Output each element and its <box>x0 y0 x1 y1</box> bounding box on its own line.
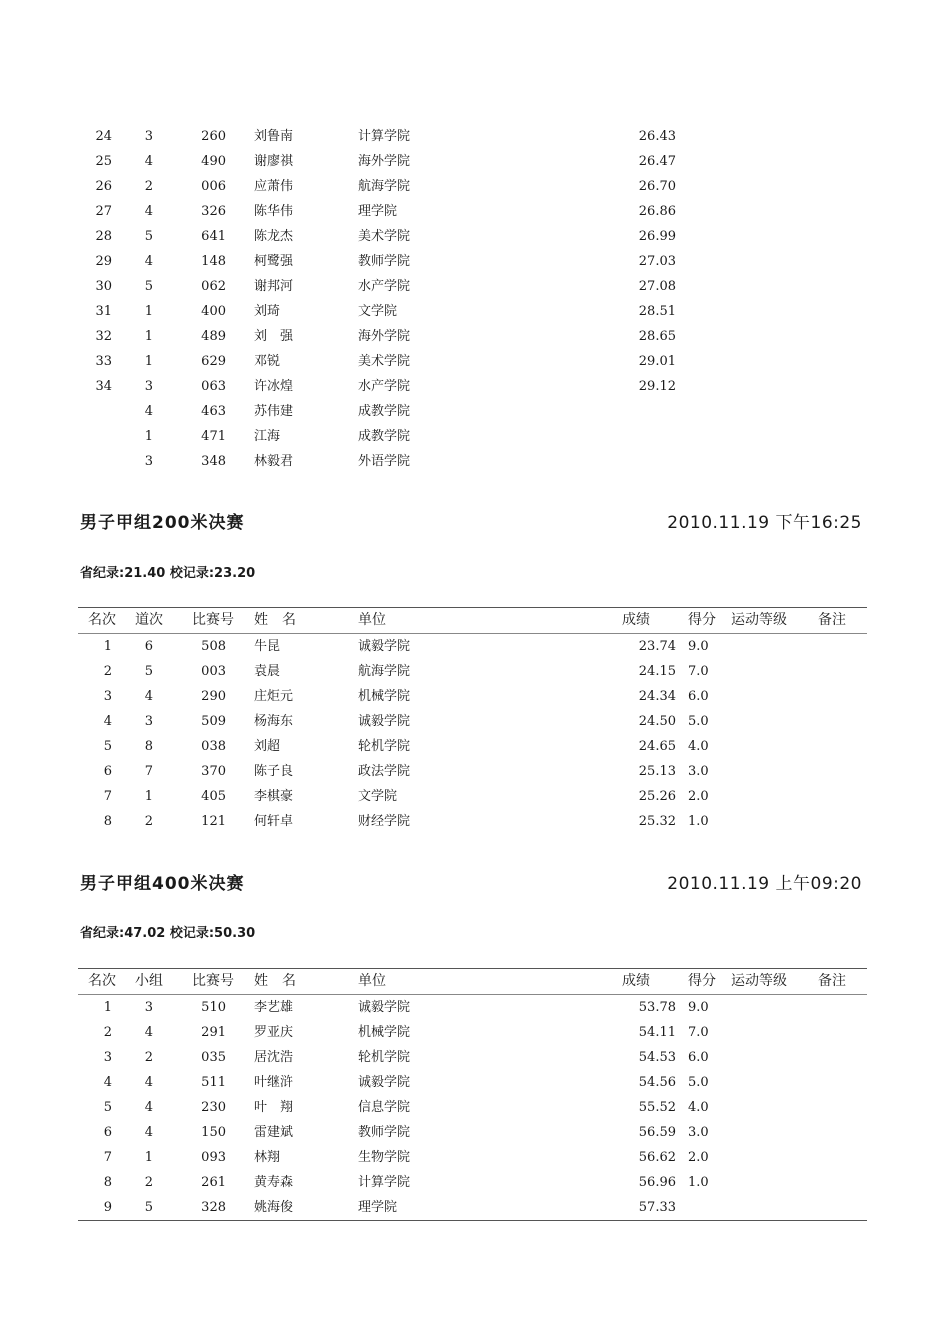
name-cell: 苏伟建 <box>254 404 294 419</box>
header-rank: 名次 <box>88 612 116 628</box>
bib-cell: 150 <box>201 1125 226 1140</box>
points-cell: 1.0 <box>688 814 709 829</box>
header-grade: 运动等级 <box>731 612 787 628</box>
bib-cell: 471 <box>201 429 226 444</box>
unit-cell: 诚毅学院 <box>358 639 411 654</box>
lane-cell: 5 <box>144 664 153 679</box>
unit-cell: 机械学院 <box>358 689 411 704</box>
result-cell: 28.51 <box>638 304 676 319</box>
result-cell: 29.12 <box>638 379 676 394</box>
table-row <box>78 124 867 149</box>
points-cell: 2.0 <box>688 789 709 804</box>
table-header <box>78 607 867 634</box>
points-cell: 7.0 <box>688 1025 709 1040</box>
rank-cell: 34 <box>95 379 112 394</box>
lane-cell: 4 <box>144 254 153 269</box>
result-cell: 53.78 <box>638 1000 676 1015</box>
result-cell: 27.08 <box>638 279 676 294</box>
table-row <box>78 349 867 374</box>
rank-cell: 2 <box>103 1025 112 1040</box>
header-grade: 运动等级 <box>731 973 787 989</box>
points-cell: 1.0 <box>688 1175 709 1190</box>
bib-cell: 326 <box>201 204 226 219</box>
lane-cell: 6 <box>144 639 153 654</box>
rank-cell: 6 <box>103 764 112 779</box>
result-cell: 28.65 <box>638 329 676 344</box>
result-cell: 26.99 <box>638 229 676 244</box>
header-bib: 比赛号 <box>192 612 234 628</box>
points-cell: 3.0 <box>688 764 709 779</box>
rank-cell: 3 <box>103 1050 112 1065</box>
bib-cell: 062 <box>201 279 226 294</box>
bib-cell: 370 <box>201 764 226 779</box>
rank-cell: 30 <box>95 279 112 294</box>
name-cell: 居沈浩 <box>254 1050 294 1065</box>
unit-cell: 轮机学院 <box>358 739 411 754</box>
lane-cell: 4 <box>144 1100 153 1115</box>
unit-cell: 理学院 <box>358 1200 398 1215</box>
result-cell: 55.52 <box>638 1100 676 1115</box>
continuation-table <box>78 124 867 474</box>
name-cell: 黄寿森 <box>254 1175 294 1190</box>
name-cell: 柯鹭强 <box>254 254 294 269</box>
result-cell: 54.11 <box>638 1025 676 1040</box>
result-cell: 54.53 <box>638 1050 676 1065</box>
bib-cell: 003 <box>201 664 226 679</box>
result-cell: 24.50 <box>638 714 676 729</box>
unit-cell: 美术学院 <box>358 354 411 369</box>
unit-cell: 文学院 <box>358 304 398 319</box>
lane-cell: 2 <box>144 814 153 829</box>
unit-cell: 外语学院 <box>358 454 411 469</box>
bib-cell: 508 <box>201 639 226 654</box>
bib-cell: 006 <box>201 179 226 194</box>
rank-cell: 1 <box>103 1000 112 1015</box>
lane-cell: 4 <box>144 689 153 704</box>
result-cell: 25.32 <box>638 814 676 829</box>
points-cell: 2.0 <box>688 1150 709 1165</box>
event-200-time: 2010.11.19 下午16:25 <box>667 513 862 533</box>
name-cell: 叶 翔 <box>254 1100 294 1115</box>
table-row <box>78 734 867 759</box>
rank-cell: 8 <box>103 1175 112 1190</box>
bib-cell: 328 <box>201 1200 226 1215</box>
result-cell: 57.33 <box>638 1200 676 1215</box>
lane-cell: 5 <box>144 229 153 244</box>
rank-cell: 27 <box>95 204 112 219</box>
rank-cell: 4 <box>103 1075 112 1090</box>
lane-cell: 5 <box>144 1200 153 1215</box>
table-row <box>78 424 867 449</box>
table-row <box>78 299 867 324</box>
name-cell: 庄炬元 <box>254 689 294 704</box>
table-row <box>78 224 867 249</box>
unit-cell: 航海学院 <box>358 664 411 679</box>
result-cell: 56.62 <box>638 1150 676 1165</box>
event-400-table <box>78 968 867 1221</box>
result-cell: 24.15 <box>638 664 676 679</box>
result-cell: 56.96 <box>638 1175 676 1190</box>
unit-cell: 美术学院 <box>358 229 411 244</box>
bib-cell: 121 <box>201 814 226 829</box>
unit-cell: 政法学院 <box>358 764 411 779</box>
name-cell: 李艺雄 <box>254 1000 294 1015</box>
table-row <box>78 659 867 684</box>
table-row <box>78 274 867 299</box>
event-200-body <box>78 634 867 834</box>
event-200-records: 省纪录:21.40 校记录:23.20 <box>80 566 256 581</box>
lane-cell: 2 <box>144 1175 153 1190</box>
points-cell: 3.0 <box>688 1125 709 1140</box>
name-cell: 何轩卓 <box>254 814 294 829</box>
event-400-time: 2010.11.19 上午09:20 <box>667 874 862 894</box>
name-cell: 罗亚庆 <box>254 1025 294 1040</box>
bib-cell: 261 <box>201 1175 226 1190</box>
name-cell: 刘琦 <box>254 304 281 319</box>
result-cell: 56.59 <box>638 1125 676 1140</box>
rank-cell: 8 <box>103 814 112 829</box>
name-cell: 谢邦河 <box>254 279 294 294</box>
bib-cell: 489 <box>201 329 226 344</box>
bib-cell: 509 <box>201 714 226 729</box>
points-cell: 6.0 <box>688 689 709 704</box>
lane-cell: 2 <box>144 179 153 194</box>
name-cell: 许冰煌 <box>254 379 294 394</box>
unit-cell: 生物学院 <box>358 1150 411 1165</box>
header-lane: 道次 <box>135 612 163 628</box>
event-200-table <box>78 607 867 834</box>
rank-cell: 7 <box>103 1150 112 1165</box>
table-row <box>78 709 867 734</box>
header-points: 得分 <box>688 973 716 989</box>
rank-cell: 28 <box>95 229 112 244</box>
table-row <box>78 784 867 809</box>
table-row <box>78 1045 867 1070</box>
header-rank: 名次 <box>88 973 116 989</box>
name-cell: 刘 强 <box>254 329 294 344</box>
rank-cell: 6 <box>103 1125 112 1140</box>
bib-cell: 290 <box>201 689 226 704</box>
lane-cell: 1 <box>144 1150 153 1165</box>
event-200-title: 男子甲组200米决赛 <box>80 513 245 533</box>
table-row <box>78 199 867 224</box>
bib-cell: 629 <box>201 354 226 369</box>
table-row <box>78 174 867 199</box>
name-cell: 姚海俊 <box>254 1200 294 1215</box>
name-cell: 陈子良 <box>254 764 294 779</box>
lane-cell: 7 <box>144 764 153 779</box>
unit-cell: 计算学院 <box>358 129 411 144</box>
header-note: 备注 <box>818 612 846 628</box>
result-cell: 24.34 <box>638 689 676 704</box>
unit-cell: 航海学院 <box>358 179 411 194</box>
table-row <box>78 684 867 709</box>
unit-cell: 教师学院 <box>358 254 411 269</box>
table-row <box>78 1145 867 1170</box>
header-name: 姓 名 <box>254 612 296 628</box>
result-cell: 25.26 <box>638 789 676 804</box>
unit-cell: 理学院 <box>358 204 398 219</box>
name-cell: 谢廖祺 <box>254 154 294 169</box>
unit-cell: 成教学院 <box>358 429 411 444</box>
table-row <box>78 374 867 399</box>
bib-cell: 348 <box>201 454 226 469</box>
table-row <box>78 1195 867 1220</box>
name-cell: 陈华伟 <box>254 204 294 219</box>
table-row <box>78 149 867 174</box>
header-bib: 比赛号 <box>192 973 234 989</box>
points-cell: 7.0 <box>688 664 709 679</box>
name-cell: 邓锐 <box>254 354 281 369</box>
bib-cell: 230 <box>201 1100 226 1115</box>
lane-cell: 1 <box>144 429 153 444</box>
unit-cell: 教师学院 <box>358 1125 411 1140</box>
rank-cell: 31 <box>95 304 112 319</box>
lane-cell: 4 <box>144 404 153 419</box>
result-cell: 54.56 <box>638 1075 676 1090</box>
lane-cell: 1 <box>144 329 153 344</box>
name-cell: 叶继浒 <box>254 1075 294 1090</box>
result-cell: 26.86 <box>638 204 676 219</box>
lane-cell: 3 <box>144 379 153 394</box>
points-cell: 5.0 <box>688 714 709 729</box>
header-result: 成绩 <box>622 973 650 989</box>
rank-cell: 24 <box>95 129 112 144</box>
name-cell: 杨海东 <box>254 714 294 729</box>
points-cell: 4.0 <box>688 739 709 754</box>
result-cell: 26.43 <box>638 129 676 144</box>
table-row <box>78 995 867 1020</box>
lane-cell: 1 <box>144 304 153 319</box>
lane-cell: 4 <box>144 1075 153 1090</box>
lane-cell: 3 <box>144 454 153 469</box>
unit-cell: 水产学院 <box>358 379 411 394</box>
rank-cell: 3 <box>103 689 112 704</box>
result-cell: 26.70 <box>638 179 676 194</box>
table-row <box>78 1120 867 1145</box>
header-unit: 单位 <box>358 612 386 628</box>
rank-cell: 2 <box>103 664 112 679</box>
name-cell: 江海 <box>254 429 281 444</box>
table-row <box>78 324 867 349</box>
rank-cell: 1 <box>103 639 112 654</box>
rank-cell: 25 <box>95 154 112 169</box>
result-cell: 29.01 <box>638 354 676 369</box>
table-row <box>78 759 867 784</box>
lane-cell: 4 <box>144 1125 153 1140</box>
bib-cell: 405 <box>201 789 226 804</box>
header-result: 成绩 <box>622 612 650 628</box>
bib-cell: 641 <box>201 229 226 244</box>
lane-cell: 5 <box>144 279 153 294</box>
event-400-title: 男子甲组400米决赛 <box>80 874 245 894</box>
unit-cell: 轮机学院 <box>358 1050 411 1065</box>
name-cell: 雷建斌 <box>254 1125 294 1140</box>
rank-cell: 9 <box>103 1200 112 1215</box>
bib-cell: 510 <box>201 1000 226 1015</box>
header-group: 小组 <box>135 973 163 989</box>
unit-cell: 财经学院 <box>358 814 411 829</box>
event-400-records: 省纪录:47.02 校记录:50.30 <box>80 926 256 941</box>
table-row <box>78 1070 867 1095</box>
lane-cell: 1 <box>144 789 153 804</box>
unit-cell: 机械学院 <box>358 1025 411 1040</box>
unit-cell: 海外学院 <box>358 329 411 344</box>
header-name: 姓 名 <box>254 973 296 989</box>
points-cell: 4.0 <box>688 1100 709 1115</box>
points-cell: 9.0 <box>688 639 709 654</box>
name-cell: 林翔 <box>254 1150 281 1165</box>
name-cell: 刘鲁南 <box>254 129 294 144</box>
unit-cell: 海外学院 <box>358 154 411 169</box>
name-cell: 牛昆 <box>254 639 281 654</box>
bib-cell: 063 <box>201 379 226 394</box>
table-row <box>78 1170 867 1195</box>
points-cell: 9.0 <box>688 1000 709 1015</box>
bib-cell: 038 <box>201 739 226 754</box>
bib-cell: 490 <box>201 154 226 169</box>
lane-cell: 8 <box>144 739 153 754</box>
unit-cell: 文学院 <box>358 789 398 804</box>
name-cell: 刘超 <box>254 739 281 754</box>
rank-cell: 5 <box>103 1100 112 1115</box>
rank-cell: 7 <box>103 789 112 804</box>
name-cell: 袁晨 <box>254 664 281 679</box>
lane-cell: 4 <box>144 1025 153 1040</box>
table-row <box>78 634 867 659</box>
name-cell: 陈龙杰 <box>254 229 294 244</box>
unit-cell: 诚毅学院 <box>358 1000 411 1015</box>
points-cell: 5.0 <box>688 1075 709 1090</box>
bib-cell: 291 <box>201 1025 226 1040</box>
result-cell: 26.47 <box>638 154 676 169</box>
table-row <box>78 1020 867 1045</box>
unit-cell: 诚毅学院 <box>358 714 411 729</box>
table-row <box>78 1095 867 1120</box>
table-header <box>78 968 867 995</box>
lane-cell: 3 <box>144 714 153 729</box>
unit-cell: 计算学院 <box>358 1175 411 1190</box>
rank-cell: 26 <box>95 179 112 194</box>
rank-cell: 4 <box>103 714 112 729</box>
name-cell: 李棋豪 <box>254 789 294 804</box>
unit-cell: 诚毅学院 <box>358 1075 411 1090</box>
name-cell: 应萧伟 <box>254 179 294 194</box>
rank-cell: 32 <box>95 329 112 344</box>
table-row <box>78 399 867 424</box>
event-400-body <box>78 995 867 1220</box>
result-cell: 27.03 <box>638 254 676 269</box>
table-row <box>78 249 867 274</box>
lane-cell: 3 <box>144 129 153 144</box>
bib-cell: 093 <box>201 1150 226 1165</box>
bib-cell: 511 <box>201 1075 226 1090</box>
unit-cell: 信息学院 <box>358 1100 411 1115</box>
rank-cell: 29 <box>95 254 112 269</box>
header-note: 备注 <box>818 973 846 989</box>
unit-cell: 水产学院 <box>358 279 411 294</box>
bib-cell: 035 <box>201 1050 226 1065</box>
header-unit: 单位 <box>358 973 386 989</box>
table-row <box>78 809 867 834</box>
lane-cell: 1 <box>144 354 153 369</box>
lane-cell: 4 <box>144 204 153 219</box>
unit-cell: 成教学院 <box>358 404 411 419</box>
result-cell: 23.74 <box>638 639 676 654</box>
header-points: 得分 <box>688 612 716 628</box>
result-cell: 25.13 <box>638 764 676 779</box>
table-row <box>78 449 867 474</box>
bib-cell: 260 <box>201 129 226 144</box>
bib-cell: 400 <box>201 304 226 319</box>
lane-cell: 4 <box>144 154 153 169</box>
lane-cell: 3 <box>144 1000 153 1015</box>
lane-cell: 2 <box>144 1050 153 1065</box>
rank-cell: 5 <box>103 739 112 754</box>
points-cell: 6.0 <box>688 1050 709 1065</box>
rank-cell: 33 <box>95 354 112 369</box>
result-cell: 24.65 <box>638 739 676 754</box>
name-cell: 林毅君 <box>254 454 294 469</box>
bib-cell: 463 <box>201 404 226 419</box>
bib-cell: 148 <box>201 254 226 269</box>
